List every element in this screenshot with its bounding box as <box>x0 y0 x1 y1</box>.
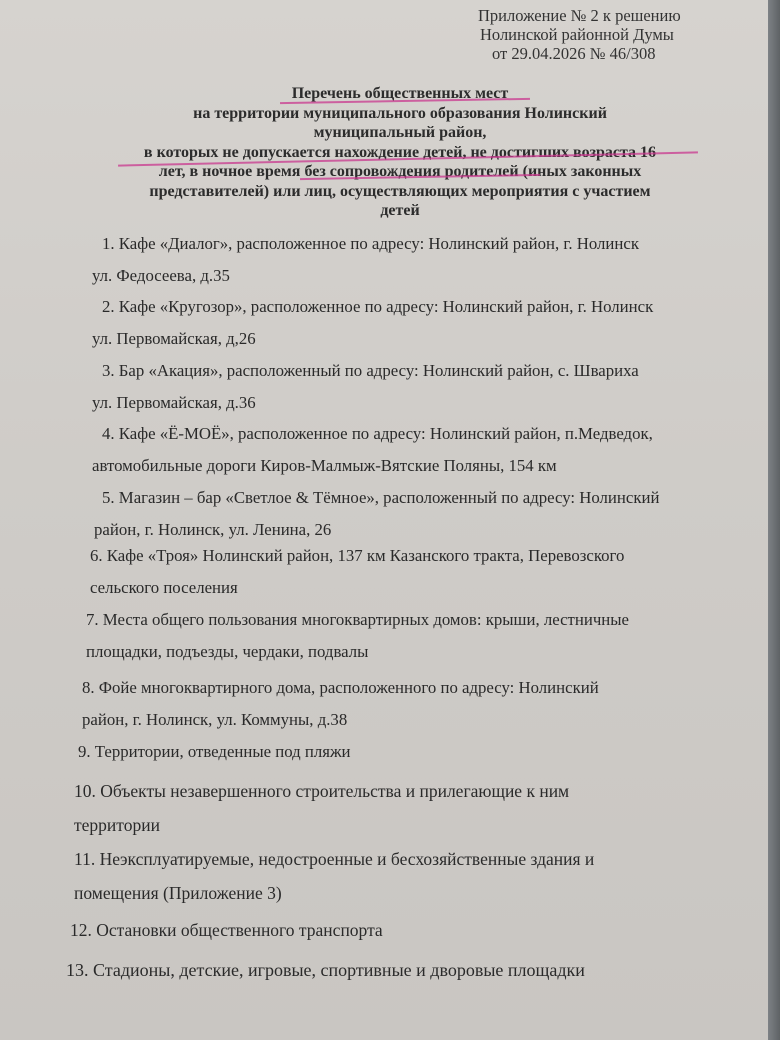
list-item <box>92 291 742 355</box>
list-item <box>90 540 750 604</box>
list-item-line: 2. Кафе «Кругозор», расположенное по адресу: Нолинский район, г. Нолинск <box>102 297 654 316</box>
list-item <box>86 604 751 668</box>
list-item-line: территории <box>74 815 160 835</box>
appendix-header <box>478 6 708 63</box>
appendix-line-1: Приложение № 2 к решению <box>478 6 681 25</box>
list-item-line: 8. Фойе многоквартирного дома, расположенного по адресу: Нолинский <box>82 678 599 697</box>
list-item-line: 1. Кафе «Диалог», расположенное по адресу: Нолинский район, г. Нолинск <box>102 234 639 253</box>
document-title <box>100 84 700 221</box>
list-item <box>92 228 742 292</box>
list-item <box>74 842 744 910</box>
title-line-2: на территории муниципального образования Нолинский <box>193 104 607 122</box>
title-line-7: детей <box>380 202 420 219</box>
list-item-line: 12. Остановки общественного транспорта <box>70 920 383 940</box>
title-line-6: представителей) или лиц, осуществляющих мероприятия с участием <box>149 182 651 200</box>
list-item-line: 3. Бар «Акация», расположенный по адресу: Нолинский район, с. Швариха <box>102 361 639 380</box>
list-item-line: 9. Территории, отведенные под пляжи <box>78 742 351 761</box>
title-line-5: лет, в ночное время без сопровождения родителей (иных законных <box>158 163 642 180</box>
list-item-line: автомобильные дороги Киров-Малмыж-Вятские Поляны, 154 км <box>92 456 557 475</box>
list-item <box>92 355 742 419</box>
appendix-line-3: от 29.04.2026 № 46/308 <box>492 44 656 63</box>
list-item-line: 7. Места общего пользования многоквартирных домов: крыши, лестничные <box>86 610 629 629</box>
list-item-line: ул. Первомайская, д.36 <box>92 393 256 412</box>
title-line-4: в которых не допускается нахождение детей, не достигших возраста 16 <box>143 143 657 161</box>
list-item-line: ул. Первомайская, д,26 <box>92 329 256 348</box>
title-line-1: Перечень общественных мест <box>291 85 509 102</box>
list-item-line: площадки, подъезды, чердаки, подвалы <box>86 642 369 661</box>
list-item-line: 11. Неэксплуатируемые, недостроенные и бесхозяйственные здания и <box>74 849 595 869</box>
list-item <box>66 954 736 986</box>
list-item-line: ул. Федосеева, д.35 <box>92 266 230 285</box>
list-item-line: район, г. Нолинск, ул. Ленина, 26 <box>94 520 332 539</box>
list-item-line: 13. Стадионы, детские, игровые, спортивные и дворовые площадки <box>66 960 585 980</box>
list-item-line: помещения (Приложение 3) <box>74 883 282 903</box>
list-item <box>82 672 747 736</box>
list-item <box>94 482 747 546</box>
list-item <box>92 418 742 482</box>
list-item-line: 6. Кафе «Троя» Нолинский район, 137 км Казанского тракта, Перевозского <box>90 546 625 565</box>
list-item <box>70 914 740 946</box>
list-item <box>78 736 743 768</box>
title-line-3: муниципальный район, <box>313 124 487 141</box>
list-item-line: 5. Магазин – бар «Светлое & Тёмное», расположенный по адресу: Нолинский <box>102 488 660 507</box>
list-item <box>74 774 744 842</box>
list-item-line: 4. Кафе «Ё-МОЁ», расположенное по адресу: Нолинский район, п.Медведок, <box>102 424 653 443</box>
background-edge <box>768 0 780 1040</box>
list-item-line: 10. Объекты незавершенного строительства и прилегающие к ним <box>74 781 570 801</box>
list-item-line: район, г. Нолинск, ул. Коммуны, д.38 <box>82 710 348 729</box>
list-item-line: сельского поселения <box>90 578 238 597</box>
appendix-line-2: Нолинской районной Думы <box>480 25 674 44</box>
